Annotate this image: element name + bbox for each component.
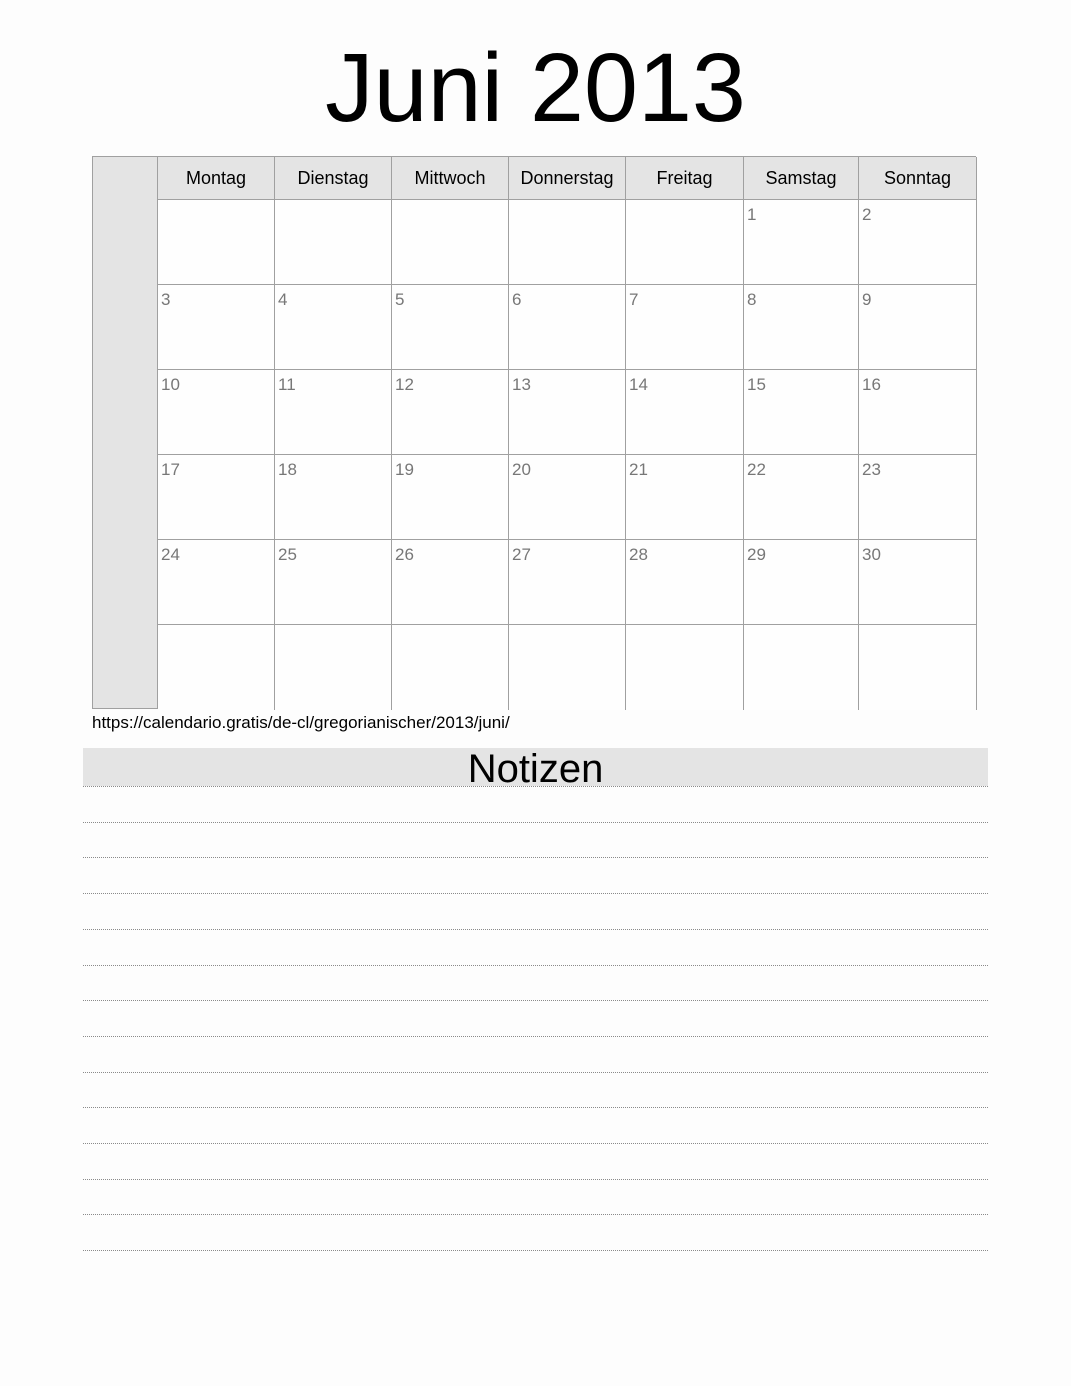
day-cell[interactable]	[275, 200, 392, 285]
day-number: 3	[161, 290, 171, 309]
note-line	[83, 965, 988, 966]
day-cell[interactable]	[744, 455, 859, 540]
day-cell[interactable]	[509, 200, 626, 285]
day-cell[interactable]	[626, 625, 744, 710]
day-number: 4	[278, 290, 288, 309]
day-cell[interactable]	[626, 540, 744, 625]
day-cell[interactable]	[158, 455, 275, 540]
day-number: 23	[862, 460, 881, 479]
note-line	[83, 1214, 988, 1215]
day-cell[interactable]	[158, 540, 275, 625]
day-number: 15	[747, 375, 766, 394]
day-cell[interactable]	[744, 540, 859, 625]
day-number: 26	[395, 545, 414, 564]
day-number: 1	[747, 205, 757, 224]
day-number: 11	[278, 375, 296, 394]
weekday-header-2: Mittwoch	[392, 157, 509, 200]
day-number: 9	[862, 290, 872, 309]
day-number: 7	[629, 290, 639, 309]
day-cell[interactable]	[859, 370, 977, 455]
day-number: 22	[747, 460, 766, 479]
weekday-header-6: Sonntag	[859, 157, 977, 200]
day-number: 20	[512, 460, 531, 479]
day-number: 24	[161, 545, 180, 564]
day-cell[interactable]	[626, 455, 744, 540]
day-number: 28	[629, 545, 648, 564]
day-cell[interactable]	[859, 625, 977, 710]
note-line	[83, 857, 988, 858]
day-cell[interactable]	[158, 370, 275, 455]
day-cell[interactable]	[509, 625, 626, 710]
week-gutter	[93, 157, 158, 708]
day-number: 30	[862, 545, 881, 564]
note-line	[83, 1143, 988, 1144]
day-number: 14	[629, 375, 648, 394]
day-cell[interactable]	[744, 370, 859, 455]
day-cell[interactable]	[392, 200, 509, 285]
source-url[interactable]: https://calendario.gratis/de-cl/gregorianischer/2013/juni/	[92, 713, 510, 732]
day-cell[interactable]	[158, 285, 275, 370]
note-line	[83, 1107, 988, 1108]
day-cell[interactable]	[626, 285, 744, 370]
day-number: 10	[161, 375, 180, 394]
day-cell[interactable]	[275, 540, 392, 625]
day-number: 17	[161, 460, 180, 479]
note-line	[83, 929, 988, 930]
day-number: 29	[747, 545, 766, 564]
day-cell[interactable]	[509, 455, 626, 540]
weekday-header-5: Samstag	[744, 157, 859, 200]
day-cell[interactable]	[626, 200, 744, 285]
day-cell[interactable]	[158, 625, 275, 710]
note-line	[83, 1250, 988, 1251]
day-number: 6	[512, 290, 522, 309]
note-line	[83, 893, 988, 894]
day-cell[interactable]	[275, 370, 392, 455]
note-line	[83, 822, 988, 823]
note-line	[83, 1072, 988, 1073]
day-cell[interactable]	[509, 285, 626, 370]
note-line	[83, 1036, 988, 1037]
day-cell[interactable]	[275, 455, 392, 540]
day-cell[interactable]	[744, 285, 859, 370]
note-line	[83, 1179, 988, 1180]
day-number: 5	[395, 290, 405, 309]
calendar-grid	[92, 156, 976, 709]
weekday-header-3: Donnerstag	[509, 157, 626, 200]
day-cell[interactable]	[859, 455, 977, 540]
day-number: 13	[512, 375, 531, 394]
day-cell[interactable]	[158, 200, 275, 285]
day-number: 8	[747, 290, 757, 309]
day-number: 12	[395, 375, 414, 394]
day-cell[interactable]	[275, 285, 392, 370]
day-cell[interactable]	[392, 370, 509, 455]
day-cell[interactable]	[509, 540, 626, 625]
day-cell[interactable]	[859, 285, 977, 370]
day-cell[interactable]	[509, 370, 626, 455]
day-cell[interactable]	[859, 200, 977, 285]
day-cell[interactable]	[392, 540, 509, 625]
day-cell[interactable]	[859, 540, 977, 625]
weekday-header-1: Dienstag	[275, 157, 392, 200]
day-cell[interactable]	[392, 625, 509, 710]
day-cell[interactable]	[275, 625, 392, 710]
day-number: 16	[862, 375, 881, 394]
day-number: 27	[512, 545, 531, 564]
day-cell[interactable]	[744, 625, 859, 710]
note-line	[83, 786, 988, 787]
day-number: 2	[862, 205, 872, 224]
day-number: 19	[395, 460, 414, 479]
day-number: 18	[278, 460, 297, 479]
weekday-header-4: Freitag	[626, 157, 744, 200]
page-title: Juni 2013	[325, 33, 746, 142]
day-cell[interactable]	[392, 285, 509, 370]
day-cell[interactable]	[392, 455, 509, 540]
day-number: 21	[629, 460, 648, 479]
day-cell[interactable]	[744, 200, 859, 285]
notes-title: Notizen	[467, 747, 604, 791]
day-cell[interactable]	[626, 370, 744, 455]
note-line	[83, 1000, 988, 1001]
day-number: 25	[278, 545, 297, 564]
weekday-header-0: Montag	[158, 157, 275, 200]
